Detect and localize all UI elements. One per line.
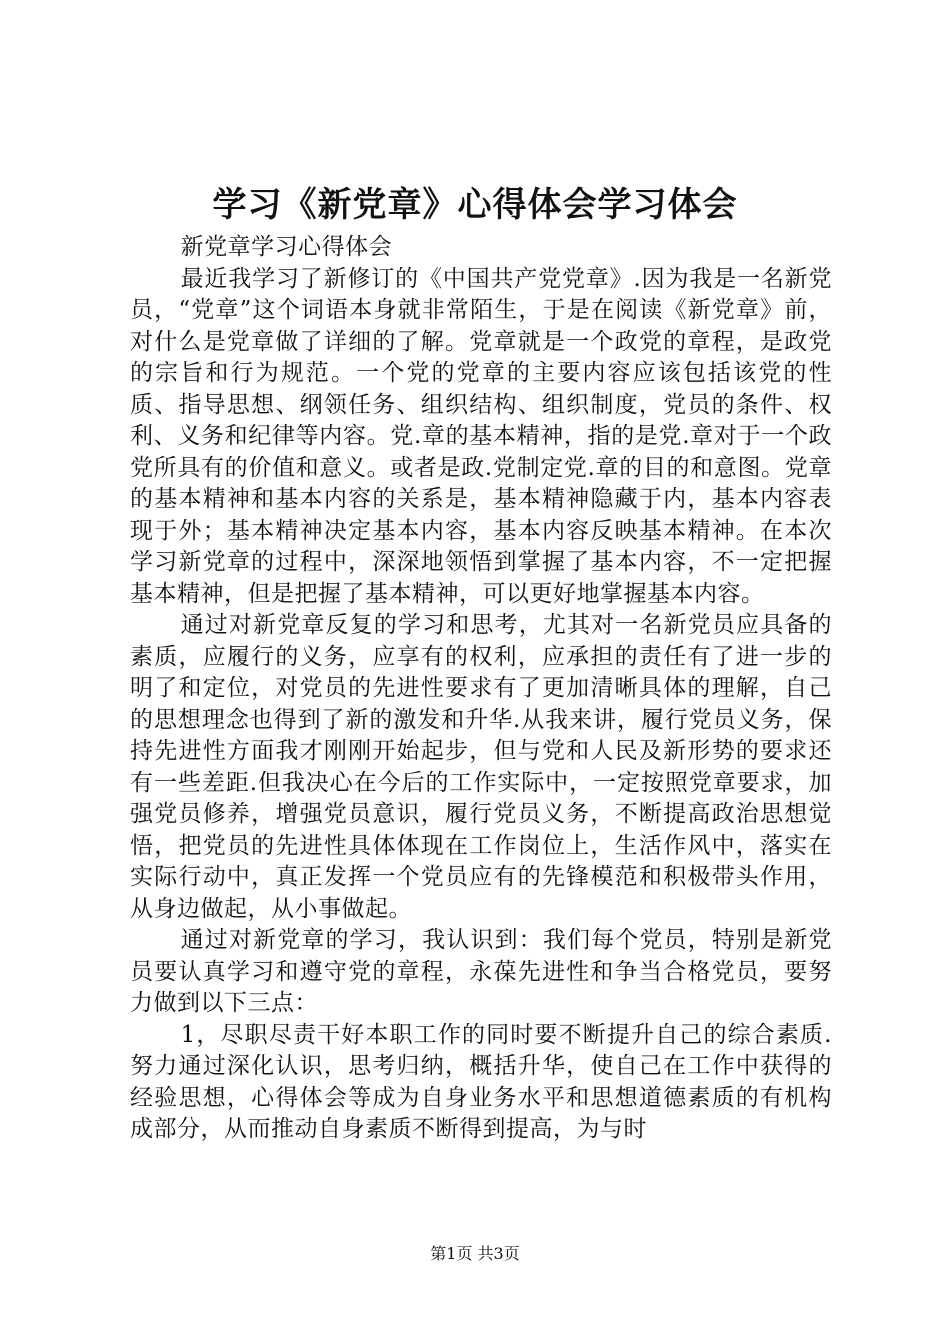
document-title: 学习《新党章》心得体会学习体会	[212, 185, 738, 225]
paragraph-2: 通过对新党章反复的学习和思考，尤其对一名新党员应具备的素质，应履行的义务，应享有的权利，应承担的责任有了进一步的明了和定位，对党员的先进性要求有了更加清晰具体的理解，自己的思想理念也得到了新的激发和升华.从我来讲，履行党员义务，保持先进性方面我才刚刚开始起步，但与党和人民及新形势的要求还有一些差距.但我决心在今后的工作实际中，一定按照党章要求，加强党员修养，增强党员意识，履行党员义务，不断提高政治思想觉悟，把党员的先进性具体体现在工作岗位上，生活作风中，落实在实际行动中，真正发挥一个党员应有的先锋模范和积极带头作用，从身边做起，从小事做起。	[130, 612, 832, 922]
paragraph-subtitle: 新党章学习心得体会	[180, 234, 393, 260]
document-body	[130, 232, 832, 1146]
paragraph-3: 通过对新党章的学习，我认识到：我们每个党员，特别是新党员要认真学习和遵守党的章程，永葆先进性和争当合格党员，要努力做到以下三点：	[130, 927, 832, 1016]
paragraph-1: 最近我学习了新修订的《中国共产党党章》.因为我是一名新党员，“党章”这个词语本身就非常陌生，于是在阅读《新党章》前，对什么是党章做了详细的了解。党章就是一个政党的章程，是政党的宗旨和行为规范。一个党的党章的主要内容应该包括该党的性质、指导思想、纲领任务、组织结构、组织制度，党员的条件、权利、义务和纪律等内容。党.章的基本精神，指的是党.章对于一个政党所具有的价值和意义。或者是政.党制定党.章的目的和意图。党章的基本精神和基本内容的关系是，基本精神隐藏于内，基本内容表现于外；基本精神决定基本内容，基本内容反映基本精神。在本次学习新党章的过程中，深深地领悟到掌握了基本内容，不一定把握基本精神，但是把握了基本精神，可以更好地掌握基本内容。	[130, 265, 832, 607]
paragraph-4: 1，尽职尽责干好本职工作的同时要不断提升自己的综合素质.努力通过深化认识，思考归纳，概括升华，使自己在工作中获得的经验思想，心得体会等成为自身业务水平和思想道德素质的有机构成部分，从而推动自身素质不断得到提高，为与时	[130, 1021, 832, 1142]
page-footer: 第1页 共3页	[430, 1244, 520, 1263]
